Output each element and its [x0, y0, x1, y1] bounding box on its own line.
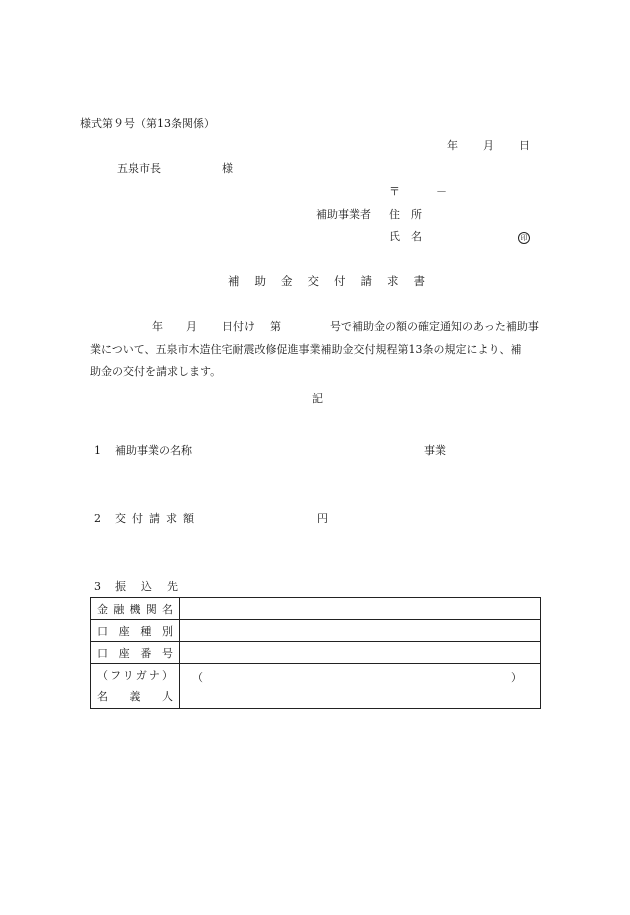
- item2-suffix: 円: [317, 512, 328, 525]
- name-label: 氏 名: [389, 230, 422, 243]
- bank-name-field[interactable]: [180, 598, 541, 620]
- postal-dash: －: [436, 185, 447, 198]
- body-dated: 日付け: [222, 320, 255, 333]
- item1-suffix: 事業: [424, 444, 446, 457]
- item2-label: 交付請求額: [115, 512, 200, 525]
- item3-label: 振込先: [115, 580, 193, 593]
- account-number-field[interactable]: [180, 642, 541, 664]
- paren-close: ）: [511, 671, 522, 684]
- item1-number: 1: [94, 444, 101, 457]
- bank-name-label: 金融機関名: [91, 598, 180, 620]
- table-row: [91, 620, 541, 642]
- document-title: 補助金交付請求書: [228, 274, 440, 288]
- addressee: 五泉市長: [117, 162, 161, 175]
- applicant-role: 補助事業者: [316, 208, 371, 221]
- item2-number: 2: [94, 512, 101, 525]
- body-month: 月: [186, 320, 197, 333]
- body-line1: 号で補助金の額の確定通知のあった補助事: [330, 320, 539, 333]
- honorific: 様: [222, 162, 233, 175]
- paren-open: （: [192, 671, 203, 684]
- account-type-field[interactable]: [180, 620, 541, 642]
- body-dai: 第: [270, 320, 281, 333]
- date-month-label: 月: [483, 139, 494, 152]
- form-number: 様式第９号（第13条関係）: [80, 117, 215, 130]
- furigana-label: （フリガナ）: [97, 669, 173, 682]
- account-holder-field[interactable]: [180, 664, 541, 709]
- account-number-label: 口座番号: [91, 642, 180, 664]
- date-year-label: 年: [447, 139, 458, 152]
- body-year: 年: [152, 320, 163, 333]
- body-line2: 業について、五泉市木造住宅耐震改修促進事業補助金交付規程第13条の規定により、補: [90, 343, 522, 356]
- bank-account-table: [90, 597, 541, 709]
- holder-label-cell: [91, 664, 180, 709]
- table-row: [91, 642, 541, 664]
- body-line3: 助金の交付を請求します。: [90, 365, 222, 378]
- account-type-label: 口座種別: [91, 620, 180, 642]
- date-day-label: 日: [519, 139, 530, 152]
- holder-label: 名義人: [97, 690, 173, 703]
- seal-icon: 印: [518, 230, 530, 244]
- table-row: [91, 664, 541, 709]
- item3-number: 3: [94, 580, 101, 593]
- postal-mark: 〒: [389, 185, 400, 198]
- item1-label: 補助事業の名称: [115, 444, 192, 457]
- address-label: 住 所: [389, 208, 422, 221]
- ki-heading: 記: [312, 392, 323, 405]
- table-row: [91, 598, 541, 620]
